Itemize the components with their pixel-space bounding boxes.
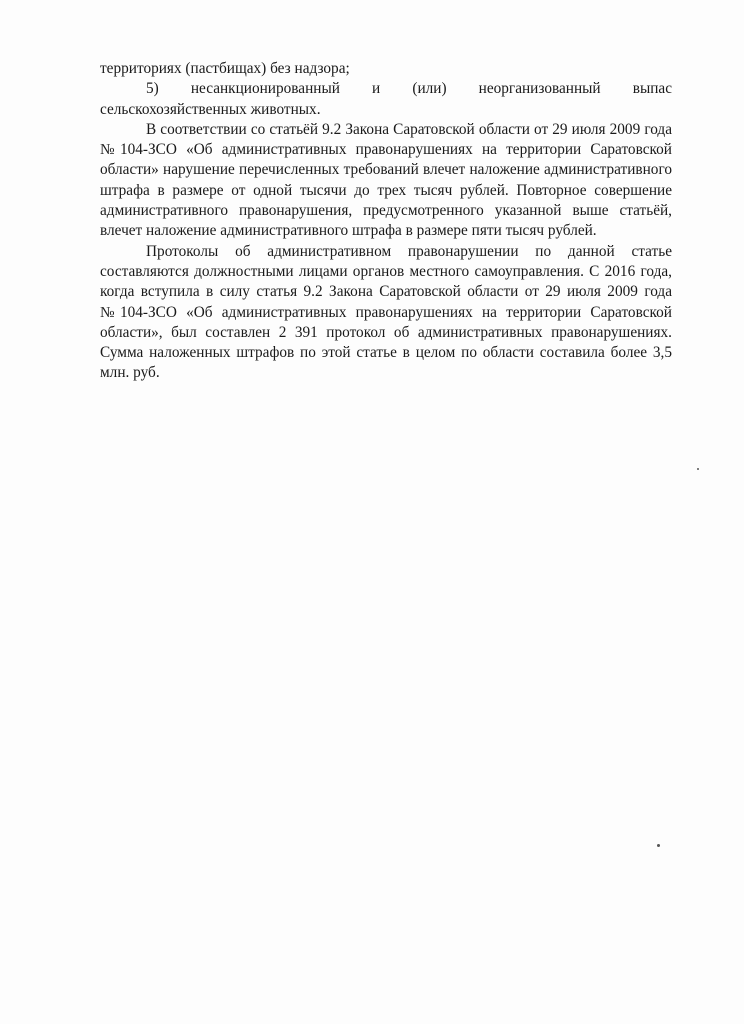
paragraph-protocols: Протоколы об административном правонарушении по данной статье составляются должностными лицами органов местного самоуправления. С 2016 года, когда вступила в силу статья 9.2 Закона Саратовской области от 29 июля 2009 года №104-ЗСО «Об административных правонарушениях на территории Саратовской области», был составлен 2 391 протокол об административных правонарушениях. Сумма наложенных штрафов по этой статье в целом по области составила более 3,5 млн. руб. xyxy=(100,242,672,382)
paragraph-list-item-5: 5) несанкционированный и (или) неорганизованный выпас сельскохозяйственных животных. xyxy=(100,80,672,118)
document-body xyxy=(100,59,672,384)
scan-speck xyxy=(697,468,699,470)
scan-speck xyxy=(657,844,660,847)
paragraph-continuation: территориях (пастбищах) без надзора; xyxy=(100,60,350,77)
paragraph-penalties: В соответствии со статьёй 9.2 Закона Саратовской области от 29 июля 2009 года №104-ЗСО «Об административных правонарушениях на территории Саратовской области» нарушение перечисленных требований влечет наложение административного штрафа в размере от одной тысячи до трех тысяч рублей. Повторное совершение административного правонарушения, предусмотренного указанной выше статьёй, влечет наложение административного штрафа в размере пяти тысяч рублей. xyxy=(100,120,672,240)
